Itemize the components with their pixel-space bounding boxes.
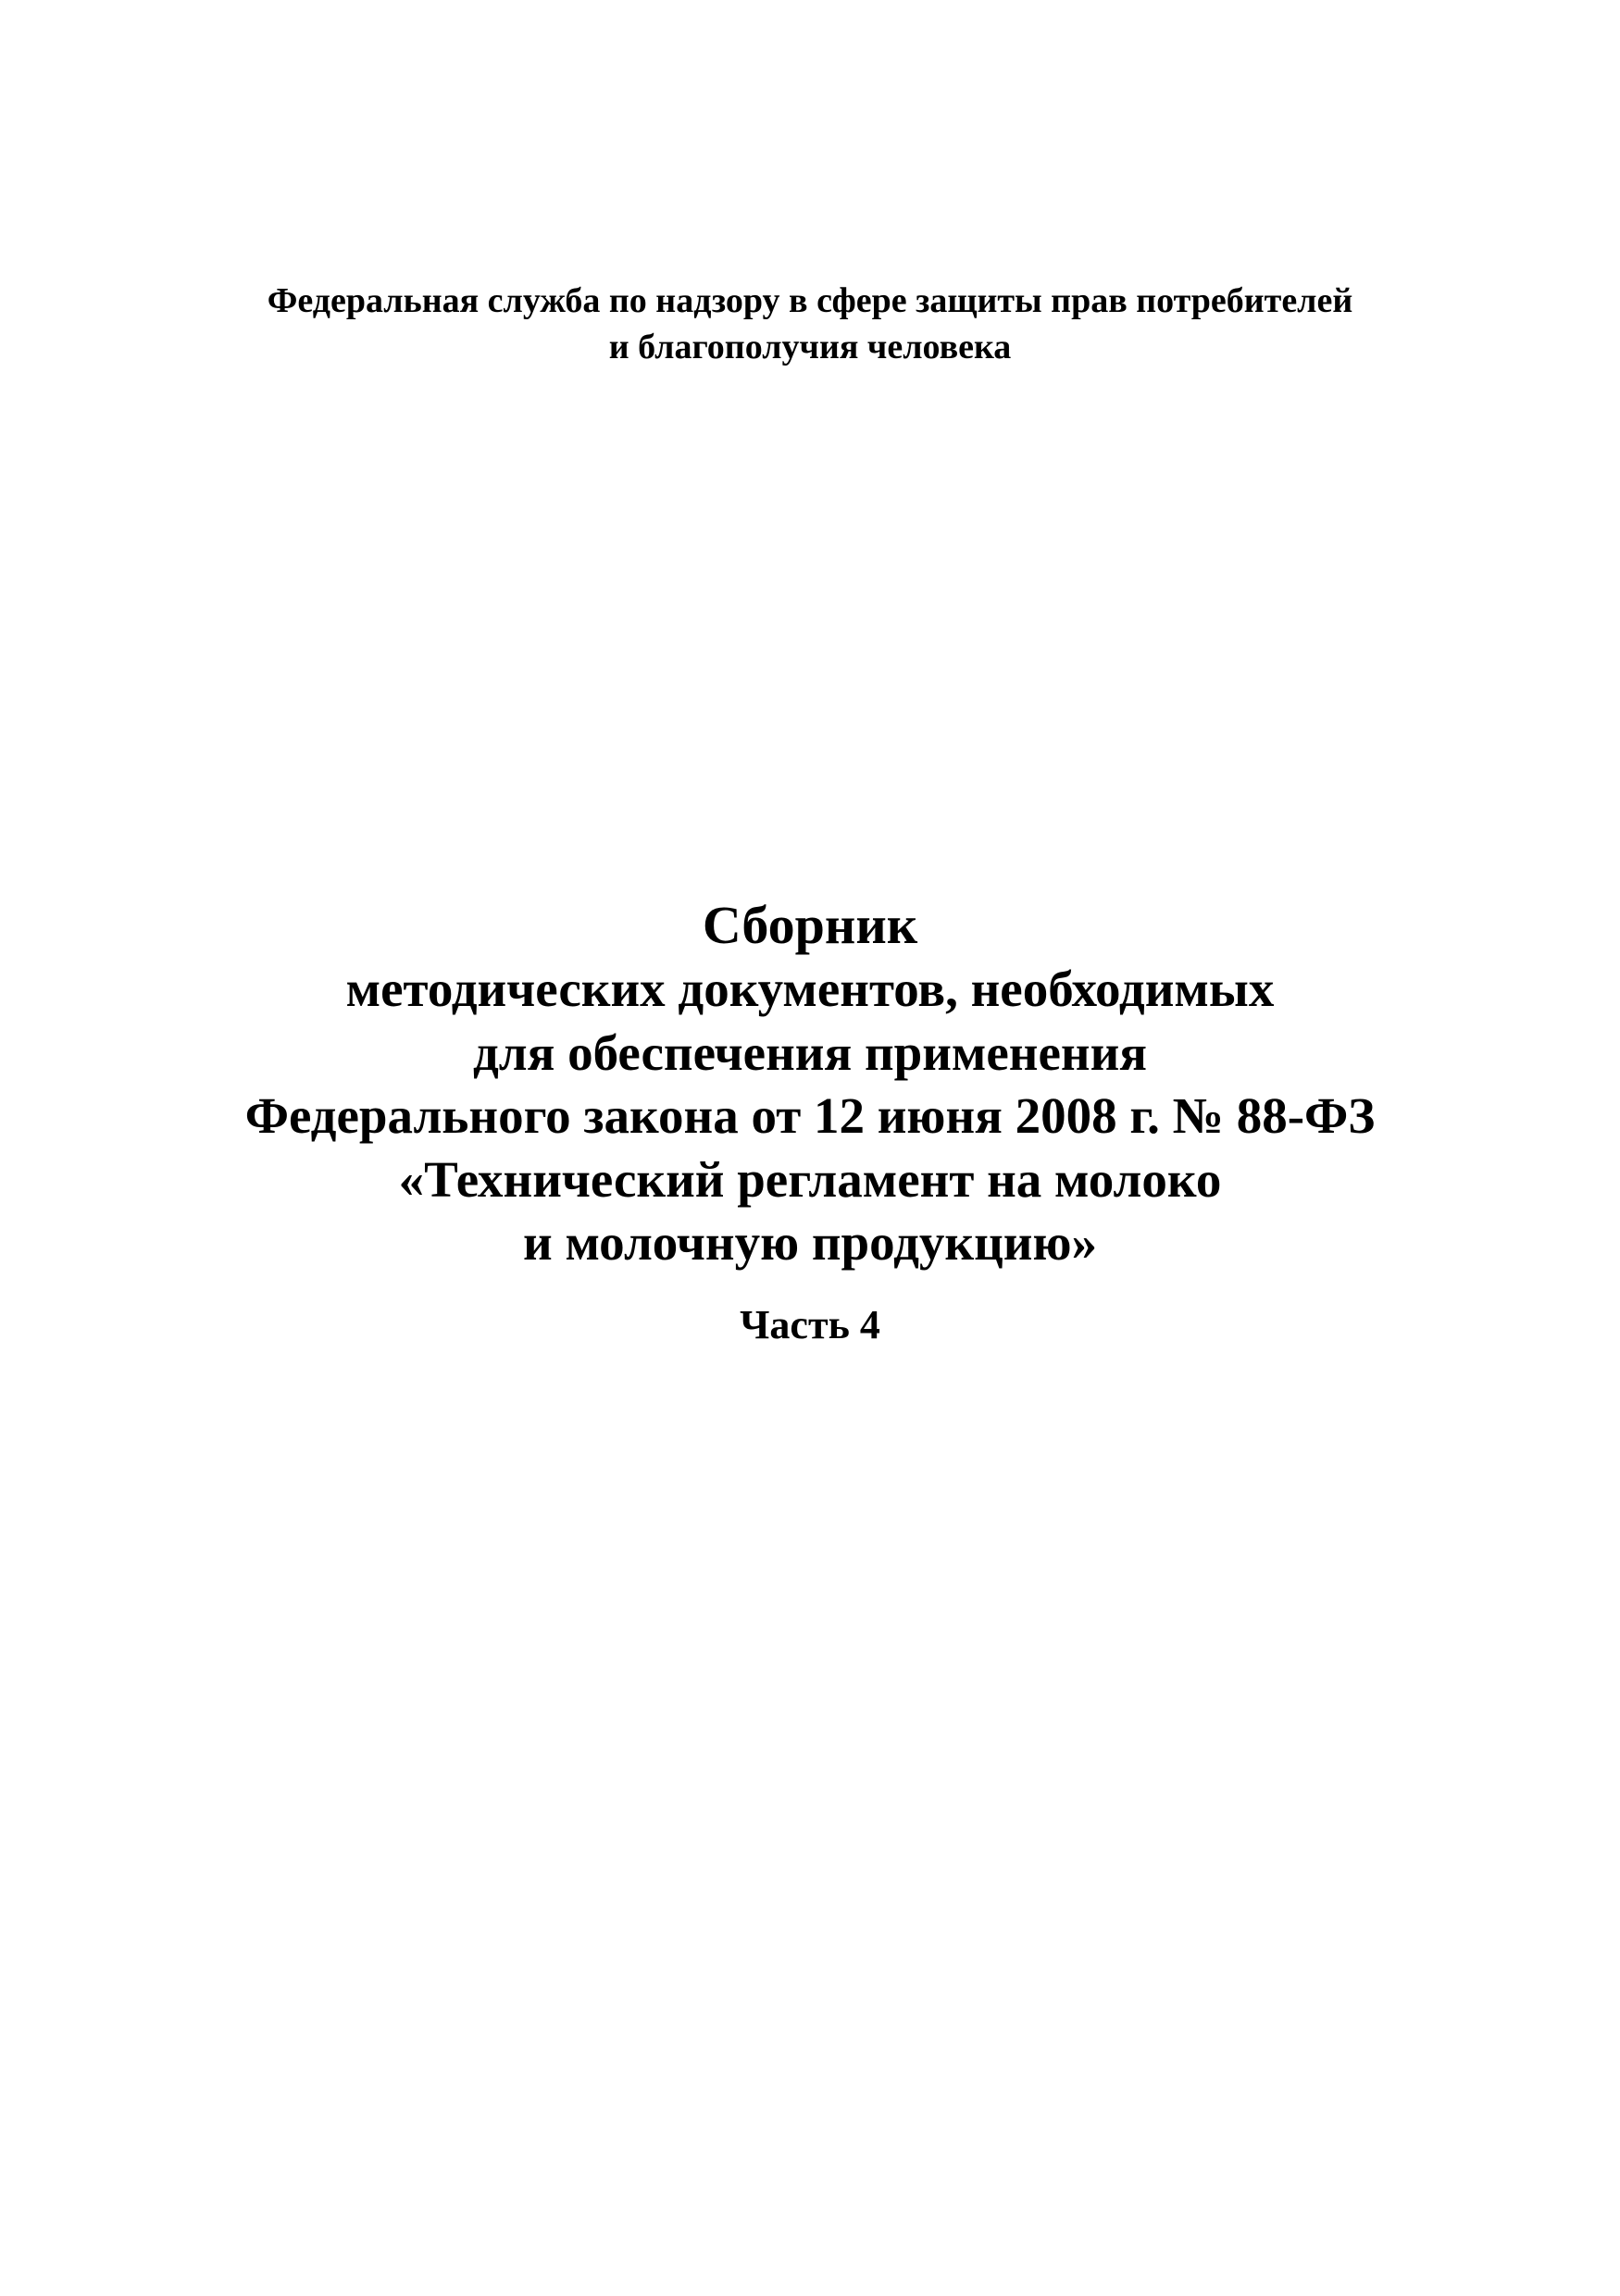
title-line-4: «Технический регламент на молоко bbox=[398, 1150, 1222, 1208]
title-line-2: для обеспечения применения bbox=[472, 1024, 1148, 1081]
document-title bbox=[0, 893, 1620, 1351]
title-line-1: методических документов, необходимых bbox=[345, 961, 1275, 1017]
title-line-5: и молочную продукцию» bbox=[523, 1214, 1097, 1271]
part-number: Часть 4 bbox=[740, 1301, 880, 1347]
title-line-3: Федерального закона от 12 июня 2008 г. № 88-ФЗ bbox=[244, 1087, 1376, 1144]
agency-name-line-1: Федеральная служба по надзору в сфере защиты прав потребителей bbox=[267, 281, 1353, 320]
agency-name-line-2: и благополучия человека bbox=[608, 328, 1012, 366]
title-heading: Сборник bbox=[702, 895, 918, 955]
agency-name bbox=[0, 278, 1620, 370]
